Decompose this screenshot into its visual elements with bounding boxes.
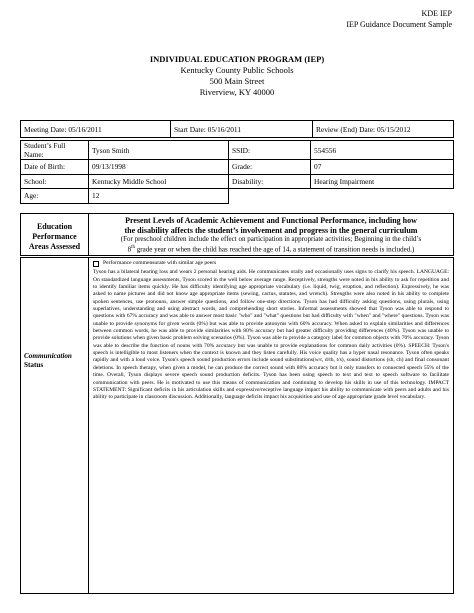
table-row — [21, 141, 454, 160]
grade-label: Grade: — [229, 160, 311, 175]
present-levels-heading — [89, 214, 454, 256]
preschool-note-line1: (For preschool children include the effect on participation in appropriate activities; Beginning in the child’s — [120, 235, 422, 243]
areas-header-line1: Education — [36, 222, 73, 231]
school-label: School: — [21, 174, 89, 189]
commensurate-checkbox-label: Performance commensurate with similar age peers — [103, 260, 217, 266]
present-levels-heading-line1: Present Levels of Academic Achievement and Functional Performance, including how — [125, 216, 417, 225]
guidance-subtitle: IEP Guidance Document Sample — [346, 20, 452, 29]
areas-header-line3: Areas Assessed — [28, 242, 81, 251]
meeting-dates-table — [20, 120, 454, 138]
grade-value: 07 — [311, 160, 454, 175]
preschool-note-line2 — [92, 244, 450, 254]
kde-iep-label: KDE IEP — [421, 9, 452, 18]
communication-status-table — [20, 257, 454, 594]
school-value: Kentucky Middle School — [89, 174, 229, 189]
communication-status-label — [21, 258, 89, 594]
district-city: Riverview, KY 40000 — [199, 87, 275, 97]
disability-value: Hearing Impairment — [311, 174, 454, 189]
dob-value: 09/13/1998 — [89, 160, 229, 175]
status-label: Status — [24, 361, 44, 369]
present-levels-heading-line2: the disability affects the student’s involvement and progress in the general curriculum — [124, 225, 418, 235]
disability-label: Disability: — [229, 174, 311, 189]
table-row — [21, 160, 454, 175]
review-date: Review (End) Date: 05/15/2012 — [313, 121, 454, 138]
table-row — [21, 174, 454, 189]
ssid-value: 554556 — [311, 141, 454, 160]
note-grade-suffix: th — [131, 244, 136, 250]
document-title: INDIVIDUAL EDUCATION PROGRAM (IEP) — [149, 54, 325, 64]
present-levels-header-table — [20, 213, 454, 256]
areas-assessed-header — [21, 214, 89, 256]
age-value: 12 — [89, 189, 229, 204]
ssid-label: SSID: — [229, 141, 311, 160]
commensurate-checkbox-row[interactable] — [93, 260, 449, 267]
dob-label: Date of Birth: — [21, 160, 89, 175]
meeting-date: Meeting Date: 05/16/2011 — [21, 121, 171, 138]
student-info-table — [20, 140, 454, 204]
areas-header-line2: Performance — [32, 232, 77, 241]
table-row — [21, 189, 454, 204]
commensurate-checkbox[interactable] — [93, 261, 99, 267]
communication-status-content — [89, 258, 454, 594]
start-date: Start Date: 05/16/2011 — [171, 121, 313, 138]
document-header — [346, 8, 452, 30]
district-name: Kentucky County Public Schools — [180, 65, 294, 75]
full-name-value: Tyson Smith — [89, 141, 229, 160]
note-grade-rest: grade year or when the child has reached the age of 14, a statement of transition needs is included.) — [135, 244, 415, 253]
full-name-label: Student’s Full Name: — [21, 141, 89, 160]
note-grade-number: 8 — [127, 244, 132, 253]
communication-narrative: Tyson has a bilateral hearing loss and wears 2 personal hearing aids. He communicates orally and occasionally uses signs to clarify his speech. LANGUAGE: On standardized language assessments, Tyson scored in the well below average range. Receptively, strengths were noted in his ability to ask for repetition and to identify familiar items quickly. He has difficulty identifying age appropriate vocabulary (i.e. liquid, twig, eruption, and reflection). Expressively, he was asked to name pictures and did not know age appropriate items (sewing, cactus, statutes, and wrench). Strengths were also noted in his ability to complete spoken sentences, use pronouns, answer simple questions, and follow one-step directions. Tyson has had difficulty asking questions, using plurals, using superlatives, understanding and using abstract words, and comprehending short stories. Informal assessments showed that Tyson was able to respond to questions with 67% accuracy and was able to answer most basic "who" and "what" questions but had difficulty with "when" and "where" questions. Tyson was unable to provide synonyms for given words (0%) but was able to provide antonyms with 60% accuracy. When asked to explain similarities and differences between common words, he was able to provide similarities with 80% accuracy but had greater difficulty providing differences (40%). Tyson was unable to provide solutions when given basic problem solving scenarios (0%). Tyson was able to provide a category label for common objects with 70% accuracy. Tyson was able to describe the function of nouns with 70% accuracy but was unable to provide explanations for common daily activities (0%). SPEECH: Tyson's speech is intelligible to most listeners when the context is known and they listen carefully. His voice quality has a hyper nasal resonance. Tyson often speaks rapidly and with a loud voice. Tyson's speech sound production errors include sound substitutions(w/r, d/th, t/s), sound distortions (sh, ch) and final consonant deletions. In speech therapy, when given a model, he can produce the correct sound with 80% accuracy but it only transfers to connected speech 55% of the time. Overall, Tyson displays severe speech sound production deficits. Tyson has been using speech to text and text to speech software to facilitate communication with peers. He is motivated to use this means of communication and continuing to develop his skills in use of this technology. IMPACT STATEMENT: Significant deficits in his articulation skills and expressive/receptive language impact his ability to communicate with peers and adults and his ability to participate in classroom discussion. Additionally, language deficits impact his acquisition and use of age appropriate grade level vocabulary. — [93, 269, 449, 401]
communication-label: Communication — [24, 352, 72, 360]
age-label: Age: — [21, 189, 89, 204]
title-block — [0, 54, 474, 98]
district-street: 500 Main Street — [209, 76, 265, 86]
